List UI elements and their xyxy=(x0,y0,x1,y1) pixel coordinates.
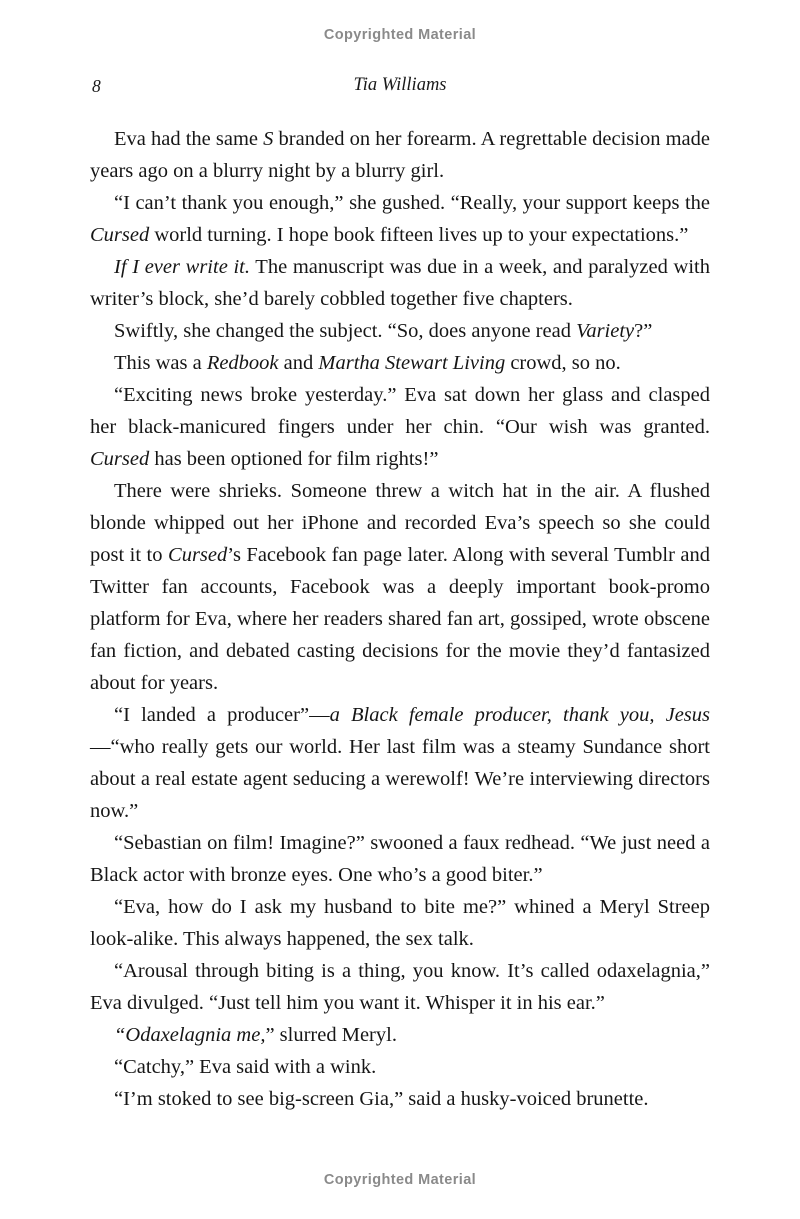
paragraph xyxy=(90,123,710,187)
text-run: “I can’t thank you enough,” she gushed. “Really, your support keeps the xyxy=(114,192,710,214)
copyright-notice-top: Copyrighted Material xyxy=(323,27,477,43)
text-run: “Eva, how do I ask my husband to bite me?” whined a Meryl Streep look-alike. This always happened, the sex talk. xyxy=(90,896,710,950)
copyright-notice-bottom: Copyrighted Material xyxy=(323,1172,477,1188)
paragraph xyxy=(90,315,710,347)
text-run: branded on her forearm. A regrettable decision made years ago on a blurry night by a blurry girl. xyxy=(90,128,711,182)
text-run: ?” xyxy=(634,320,653,342)
paragraph xyxy=(90,827,710,891)
text-run: “Exciting news broke yesterday.” Eva sat down her glass and clasped her black-manicured fingers under her chin. “Our wish was granted. xyxy=(90,384,710,438)
text-run: This was a xyxy=(114,352,207,374)
paragraph xyxy=(90,347,710,379)
italic-text-run: Martha Stewart Living xyxy=(318,352,506,374)
text-run: —“who really gets our world. Her last film was a steamy Sundance short about a real estate agent seducing a werewolf! We’re interviewing directors now.” xyxy=(90,736,710,822)
italic-text-run: Cursed xyxy=(90,448,150,470)
italic-text-run: Cursed xyxy=(90,224,150,246)
italic-text-run: Redbook xyxy=(206,352,279,374)
text-run: “I landed a producer”— xyxy=(114,704,330,726)
paragraph xyxy=(90,699,710,827)
italic-text-run: Cursed xyxy=(168,544,228,566)
paragraph xyxy=(90,1051,710,1083)
paragraph xyxy=(90,251,710,315)
text-run: and xyxy=(278,352,319,374)
paragraph xyxy=(90,1019,710,1051)
text-run: crowd, so no. xyxy=(505,352,621,374)
italic-text-run: S xyxy=(263,128,274,150)
text-run: ’s Facebook fan page later. Along with several Tumblr and Twitter fan accounts, Facebook was a deeply important book-promo platform for Eva, where her readers shared fan art, gossiped, wrote obscene fan fiction, and debated casting decisions for the movie they’d fantasized about for years. xyxy=(90,544,711,694)
paragraph xyxy=(90,379,710,475)
italic-text-run: “Odaxelagnia me, xyxy=(114,1024,266,1046)
paragraph xyxy=(90,187,710,251)
text-run: Eva had the same xyxy=(114,128,264,150)
italic-text-run: If I ever write it. xyxy=(114,256,250,278)
text-run: “I’m stoked to see big-screen Gia,” said a husky-voiced brunette. xyxy=(114,1088,649,1110)
paragraph xyxy=(90,475,710,699)
text-run: has been optioned for film rights!” xyxy=(149,448,439,470)
paragraph xyxy=(90,1083,710,1115)
text-run: “Sebastian on film! Imagine?” swooned a faux redhead. “We just need a Black actor with bronze eyes. One who’s a good biter.” xyxy=(90,832,710,886)
page-header xyxy=(90,75,710,99)
text-run: ” slurred Meryl. xyxy=(265,1024,397,1046)
text-run: “Catchy,” Eva said with a wink. xyxy=(114,1056,377,1078)
italic-text-run: a Black female producer, thank you, Jesus xyxy=(329,704,710,726)
text-run: “Arousal through biting is a thing, you know. It’s called odaxelagnia,” Eva divulged. “Just tell him you want it. Whisper it in his ear.” xyxy=(90,960,710,1014)
page-body xyxy=(90,123,710,1115)
text-run: The manuscript was due in a week, and paralyzed with writer’s block, she’d barely cobbled together five chapters. xyxy=(90,256,710,310)
paragraph xyxy=(90,955,710,1019)
page-number: 8 xyxy=(92,76,101,96)
text-run: There were shrieks. Someone threw a witch hat in the air. A flushed blonde whipped out her iPhone and recorded Eva’s speech so she could post it to xyxy=(90,480,710,566)
italic-text-run: Variety xyxy=(576,320,635,342)
text-run: Swiftly, she changed the subject. “So, does anyone read xyxy=(114,320,577,342)
text-run: world turning. I hope book fifteen lives up to your expectations.” xyxy=(149,224,689,246)
paragraph xyxy=(90,891,710,955)
running-header-author: Tia Williams xyxy=(353,75,447,95)
